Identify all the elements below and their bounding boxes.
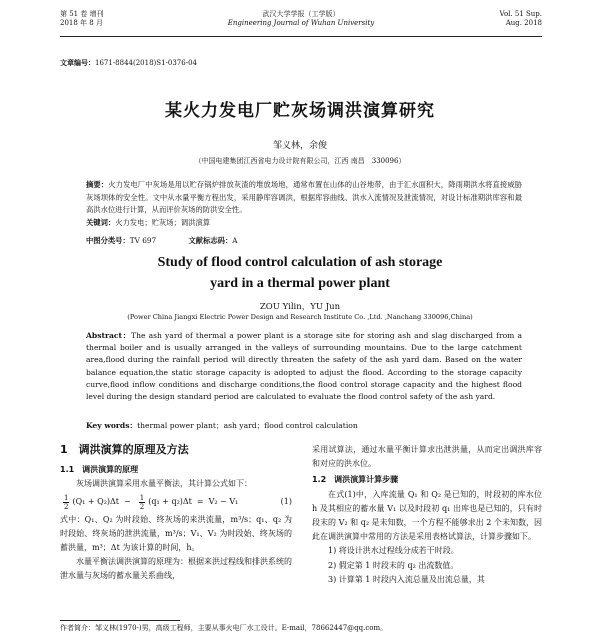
paragraph: 在式(1)中，入库流量 Q₁ 和 Q₂ 是已知的，时段初的库水位 h 及其相应的蓄水量 V₁ 以及时段初 q₁ 出库也是已知的，只有时段末的 V₂ 和 q₂ 是未知数，一个方程不能够求出 2 个未知数，因此在调洪演算中常用的方法是采用表格试算法，计算步骤如下。 bbox=[312, 489, 542, 542]
abstract-chinese bbox=[86, 179, 522, 229]
author-footnote: 作者简介：邹义林(1970-)男，高级工程师，主要从事火电厂水工设计。E-mail，78662447@qq.com。 bbox=[60, 624, 388, 632]
subsection-heading: 1.1 调洪演算的原理 bbox=[60, 465, 139, 475]
header-rule bbox=[60, 36, 542, 37]
article-number: 文章编号：1671-8844(2018)S1-0376-04 bbox=[60, 58, 197, 67]
clc-number: 中图分类号：TV 697 bbox=[86, 236, 157, 245]
title-english: Study of flood control calculation of ash storage yard in a thermal power plant bbox=[157, 255, 443, 291]
subsection-heading: 1.2 调洪演算计算步骤 bbox=[312, 475, 399, 485]
paragraph: 采用试算法，通过水量平衡计算求出泄洪量，从而定出调洪库容和对应的洪水位。 bbox=[312, 445, 542, 469]
fraction: $\frac{1}{2}$ bbox=[64, 493, 69, 511]
keywords-english: Key words：thermal power plant；ash yard；flood control calculation bbox=[86, 421, 358, 430]
list-item: 2) 假定第 1 时段末的 q₂ 出流数值。 bbox=[328, 560, 459, 570]
document-code: 文献标志码：A bbox=[188, 236, 238, 245]
authors-english: ZOU Yilin，YU Jun bbox=[259, 302, 341, 312]
paragraph: 水量平衡法调洪演算的原理为：根据来洪过程线和排洪系统的泄水量与灰场的蓄水量关系曲线， bbox=[60, 557, 292, 581]
equation-number: (1) bbox=[280, 497, 292, 506]
keywords-chinese: 关键词：火力发电；贮灰场；调洪演算 bbox=[86, 217, 211, 227]
abstract-cn-text: 火力发电厂中灰场是用以贮存锅炉排放灰渣的堆放场地，通常布置在山体的山谷地带，由于汇水面积大，降雨期洪水将直接威胁灰场坝体的安全性。文中从水量平衡方程出发，采用静库容调洪，根据库容曲线、洪水入流情况及泄流情况，对设计标准期洪库容和最高洪水位进行计算，从而评价灰场的防洪安全性。 bbox=[86, 180, 523, 215]
paragraph: 式中：Q₁、Q₂ 为时段始、终灰场的来洪流量，m³/s；q₁、q₂ 为时段始、终灰场的泄洪流量，m³/s；V₁、V₂ 为时段始、终灰场的蓄洪量，m³；Δt 为该计算的时间，h。 bbox=[60, 514, 292, 553]
footnote-rule bbox=[60, 620, 180, 621]
body-column-left bbox=[60, 443, 292, 584]
abstract-english bbox=[86, 330, 522, 403]
paragraph: 灰场调洪演算采用水量平衡法，其计算公式如下： bbox=[76, 479, 252, 489]
equation-1: $\frac{1}{2}$ (Q₁ + Q₂)Δt − $\frac{1}{2}$ (q₁ + q₂)Δt = V₂ − V₁ (1) bbox=[64, 493, 292, 511]
abstract-en-label: Abstract： bbox=[86, 331, 132, 340]
header-issue: Vol. 51 Sup. Aug. 2018 bbox=[499, 10, 542, 27]
list-item: 1) 将设计洪水过程线分成若干时段。 bbox=[328, 546, 459, 556]
section-heading: 1 调洪演算的原理及方法 bbox=[60, 443, 189, 456]
affiliation-english: (Power China Jiangxi Electric Power Design and Research Institute Co. ,Ltd. ,Nanchang 330096,China) bbox=[127, 313, 473, 321]
fraction: $\frac{1}{2}$ bbox=[139, 493, 145, 511]
authors-chinese: 邹义林，余俊 bbox=[272, 141, 327, 151]
classification-line bbox=[86, 236, 268, 246]
body-column-right bbox=[312, 443, 542, 587]
abstract-cn-label: 摘要： bbox=[86, 180, 109, 189]
title-chinese: 某火力发电厂贮灰场调洪演算研究 bbox=[165, 101, 435, 121]
header-volume: 第 51 卷 增刊 2018 年 8 月 bbox=[60, 10, 104, 27]
header-journal: 武汉大学学报（工学版） Engineering Journal of Wuhan University bbox=[227, 10, 375, 27]
abstract-en-text: The ash yard of thermal a power plant is a storage site for storing ash and slag discharged from a thermal boiler and is usually arranged in the valleys of surrounding mountains. Due to the large catchment area,flood during the rainfall period will directly threaten the safety of the ash yard dam. Based on the water balance equation,the static storage capacity is adopted to adjust the flood. According to the storage capacity curve,flood inflow conditions and discharge conditions,the flood control storage capacity and the highest flood level during the design standard period are calculated to evaluate the flood control safety of the ash yard. bbox=[86, 331, 522, 402]
list-item: 3) 计算第 1 时段内入流总量及出流总量，其 bbox=[328, 574, 485, 584]
affiliation-chinese: （中国电建集团江西省电力设计院有限公司，江西 南昌 330096） bbox=[194, 157, 406, 165]
running-header bbox=[60, 10, 542, 36]
